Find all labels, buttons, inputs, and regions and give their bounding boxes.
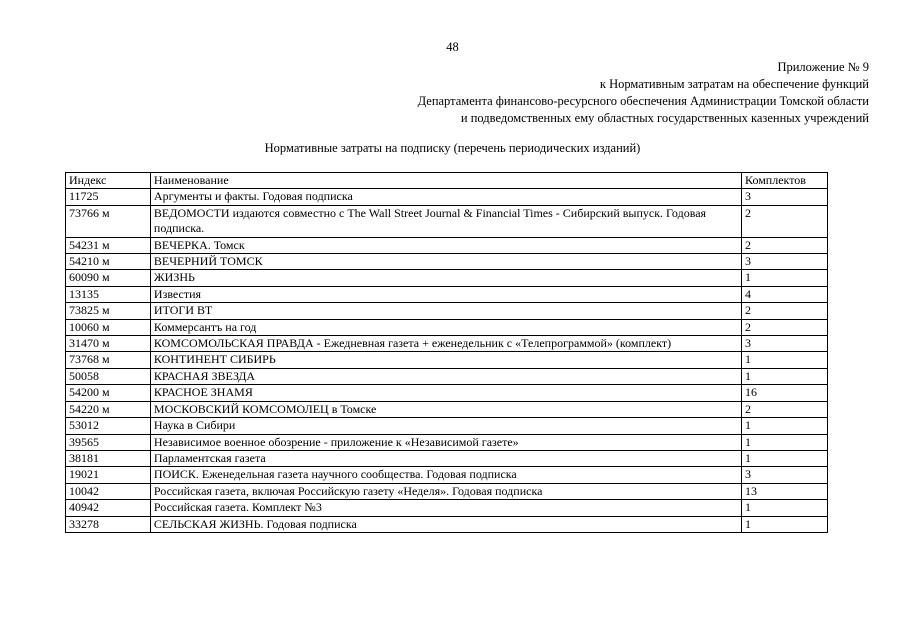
cell-name: МОСКОВСКИЙ КОМСОМОЛЕЦ в Томске [150, 401, 741, 417]
cell-sets: 1 [742, 352, 828, 368]
cell-sets: 2 [742, 205, 828, 237]
table-row [66, 516, 828, 532]
cell-sets: 3 [742, 189, 828, 205]
table-row [66, 434, 828, 450]
cell-name: Российская газета. Комплект №3 [150, 500, 741, 516]
cell-sets: 13 [742, 483, 828, 499]
table-row [66, 401, 828, 417]
table-row [66, 286, 828, 302]
page-number: 48 [446, 40, 459, 54]
cell-name: КОНТИНЕНТ СИБИРЬ [150, 352, 741, 368]
cell-sets: 1 [742, 500, 828, 516]
cell-index: 39565 [66, 434, 151, 450]
cell-sets: 1 [742, 418, 828, 434]
cell-sets: 2 [742, 319, 828, 335]
cell-sets: 2 [742, 303, 828, 319]
cell-name: СЕЛЬСКАЯ ЖИЗНЬ. Годовая подписка [150, 516, 741, 532]
cell-name: ИТОГИ ВТ [150, 303, 741, 319]
cell-index: 13135 [66, 286, 151, 302]
appendix-line: Приложение № 9 [777, 60, 869, 74]
cell-name: ВЕДОМОСТИ издаются совместно с The Wall Street Journal & Financial Times - Сибирский выпуск. Годовая подписка. [150, 205, 741, 237]
cell-sets: 3 [742, 336, 828, 352]
cell-sets: 16 [742, 385, 828, 401]
column-header-index: Индекс [66, 173, 151, 189]
cell-index: 73768 м [66, 352, 151, 368]
cell-name: Известия [150, 286, 741, 302]
table-row [66, 237, 828, 253]
table-row [66, 418, 828, 434]
cell-sets: 2 [742, 401, 828, 417]
cell-name: ЖИЗНЬ [150, 270, 741, 286]
cell-sets: 3 [742, 254, 828, 270]
document-title: Нормативные затраты на подписку (перечень периодических изданий) [264, 141, 641, 155]
cell-name: ПОИСК. Еженедельная газета научного сообщества. Годовая подписка [150, 467, 741, 483]
cell-index: 19021 [66, 467, 151, 483]
subscriptions-table [65, 172, 828, 533]
appendix-header [418, 59, 869, 127]
table-row [66, 189, 828, 205]
cell-index: 50058 [66, 368, 151, 384]
table-row [66, 483, 828, 499]
cell-sets: 3 [742, 467, 828, 483]
appendix-line: и подведомственных ему областных государственных казенных учреждений [460, 111, 869, 125]
cell-index: 73825 м [66, 303, 151, 319]
table-row [66, 368, 828, 384]
cell-index: 54210 м [66, 254, 151, 270]
cell-index: 40942 [66, 500, 151, 516]
cell-index: 11725 [66, 189, 151, 205]
cell-name: Наука в Сибири [150, 418, 741, 434]
cell-index: 33278 [66, 516, 151, 532]
cell-index: 53012 [66, 418, 151, 434]
column-header-name: Наименование [150, 173, 741, 189]
cell-index: 60090 м [66, 270, 151, 286]
cell-index: 54231 м [66, 237, 151, 253]
cell-sets: 1 [742, 434, 828, 450]
table-row [66, 467, 828, 483]
table-row [66, 385, 828, 401]
column-header-sets: Комплектов [742, 173, 828, 189]
cell-name: ВЕЧЕРКА. Томск [150, 237, 741, 253]
cell-name: Независимое военное обозрение - приложение к «Независимой газете» [150, 434, 741, 450]
cell-name: Коммерсантъ на год [150, 319, 741, 335]
table-row [66, 450, 828, 466]
cell-name: ВЕЧЕРНИЙ ТОМСК [150, 254, 741, 270]
table-header-row [66, 173, 828, 189]
table-row [66, 319, 828, 335]
appendix-line: к Нормативным затратам на обеспечение функций [599, 77, 869, 91]
table-row [66, 270, 828, 286]
cell-index: 73766 м [66, 205, 151, 237]
cell-sets: 1 [742, 270, 828, 286]
cell-index: 10042 [66, 483, 151, 499]
table-row [66, 254, 828, 270]
cell-index: 31470 м [66, 336, 151, 352]
cell-sets: 4 [742, 286, 828, 302]
table-row [66, 500, 828, 516]
cell-name: Парламентская газета [150, 450, 741, 466]
cell-name: Аргументы и факты. Годовая подписка [150, 189, 741, 205]
cell-index: 38181 [66, 450, 151, 466]
cell-name: КРАСНАЯ ЗВЕЗДА [150, 368, 741, 384]
table-row [66, 303, 828, 319]
cell-name: Российская газета, включая Российскую газету «Неделя». Годовая подписка [150, 483, 741, 499]
cell-name: КОМСОМОЛЬСКАЯ ПРАВДА - Ежедневная газета + еженедельник с «Телепрограммой» (комплект) [150, 336, 741, 352]
table-row [66, 352, 828, 368]
cell-index: 54220 м [66, 401, 151, 417]
cell-sets: 1 [742, 368, 828, 384]
cell-sets: 2 [742, 237, 828, 253]
cell-index: 54200 м [66, 385, 151, 401]
appendix-line: Департамента финансово-ресурсного обеспечения Администрации Томской области [417, 94, 869, 108]
table-row [66, 336, 828, 352]
table-row [66, 205, 828, 237]
cell-index: 10060 м [66, 319, 151, 335]
cell-name: КРАСНОЕ ЗНАМЯ [150, 385, 741, 401]
cell-sets: 1 [742, 516, 828, 532]
cell-sets: 1 [742, 450, 828, 466]
